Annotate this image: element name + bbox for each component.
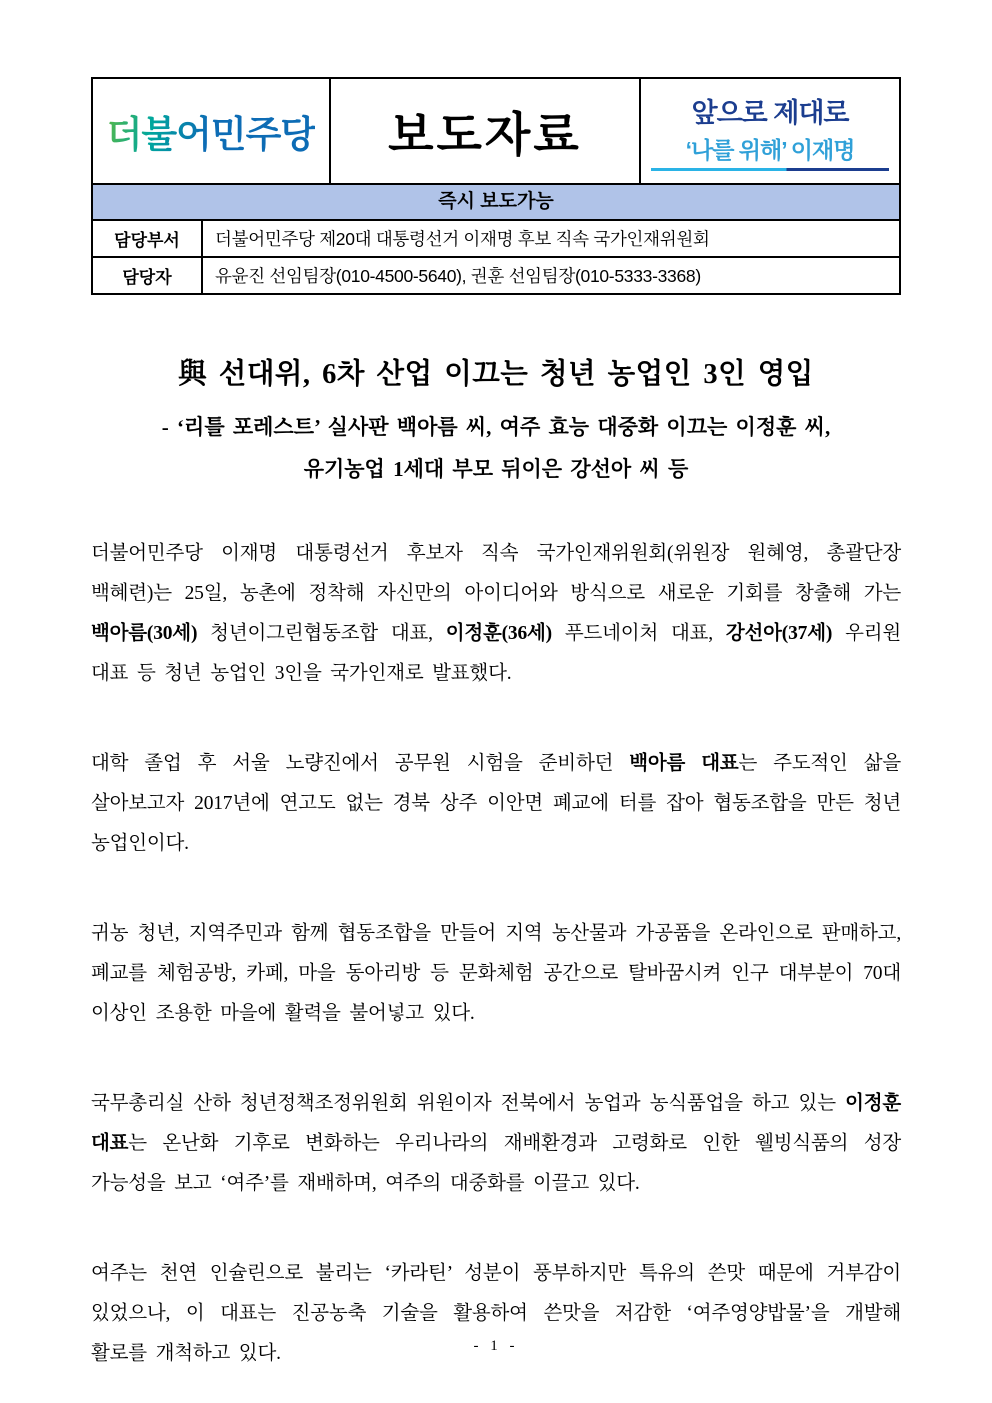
page-number: - 1 -: [473, 1338, 519, 1354]
page-content: [91, 0, 901, 1374]
paragraph-text: 귀농 청년, 지역주민과 함께 협동조합을 만들어 지역 농산물과 가공품을 온라인으로 판매하고, 폐교를 체험공방, 카페, 마을 동아리방 등 문화체험 공간으로 탈바꿈시켜 인구 대부분이 70대 이상인 조용한 마을에 활력을 불어넣고 있다.: [91, 923, 901, 1024]
article-subtitle-line1: - ‘리틀 포레스트’ 실사판 백아름 씨, 여주 효능 대중화 이끄는 이정훈 씨,: [161, 415, 831, 439]
info-label-department: 담당부서: [93, 221, 203, 256]
slogan-line1: 앞으로 제대로: [691, 98, 849, 128]
article-title: 與 선대위, 6차 산업 이끄는 청년 농업인 3인 영입: [178, 359, 814, 390]
info-row-contact: [93, 256, 899, 293]
masthead-row: [93, 79, 899, 183]
paragraph-text: 는 온난화 기후로 변화하는 우리나라의 재배환경과 고령화로 인한 웰빙식품의 성장 가능성을 보고 ‘여주’를 재배하며, 여주의 대중화를 이끌고 있다.: [91, 1133, 901, 1194]
party-logo: 더불어민주당: [107, 104, 315, 158]
body-paragraph: [91, 1254, 901, 1374]
emphasized-text: 이정훈(36세): [445, 623, 552, 644]
article-body: [91, 534, 901, 1374]
slogan-line2: ‘나를 위해’ 이재명: [685, 137, 855, 163]
article: [91, 351, 901, 1374]
paragraph-text: 는 주도적인 삶을 살아보고자 2017년에 연고도 없는 경북 상주 이안면 폐교에 터를 잡아 협동조합을 만든 청년 농업인이다.: [91, 753, 901, 854]
paragraph-text: 우리원 대표 등 청년 농업인 3인을 국가인재로 발표했다.: [91, 623, 901, 684]
article-subtitle: [91, 406, 901, 490]
release-status-bar: 즉시 보도가능: [93, 183, 899, 219]
party-logo-cell: [93, 79, 331, 183]
body-paragraph: [91, 1084, 901, 1204]
body-paragraph: [91, 744, 901, 864]
slogan-underline: [651, 168, 889, 171]
paragraph-text: 여주는 천연 인슐린으로 불리는 ‘카라틴’ 성분이 풍부하지만 특유의 쓴맛 때문에 거부감이 있었으나, 이 대표는 진공농축 기술을 활용하여 쓴맛을 저감한 ‘여주영양밥물’을 개발해 활로를 개척하고 있다.: [91, 1263, 901, 1364]
paragraph-text: 국무총리실 산하 청년정책조정위원회 위원이자 전북에서 농업과 농식품업을 하고 있는: [91, 1093, 846, 1114]
info-label-contact: 담당자: [93, 258, 203, 293]
info-row-department: [93, 219, 899, 256]
slogan-cell: [641, 79, 899, 183]
doc-type-title: 보도자료: [388, 107, 582, 161]
info-value-department: 더불어민주당 제20대 대통령선거 이재명 후보 직속 국가인재위원회: [215, 229, 710, 249]
article-subtitle-line2: 유기농업 1세대 부모 뒤이은 강선아 씨 등: [303, 457, 689, 481]
emphasized-text: 백아름(30세): [91, 623, 198, 644]
emphasized-text: 강선아(37세): [725, 623, 833, 644]
paragraph-text: 청년이그린협동조합 대표,: [197, 623, 446, 644]
paragraph-text: 푸드네이처 대표,: [551, 623, 726, 644]
info-value-contact: 유윤진 선임팀장(010-4500-5640), 권훈 선임팀장(010-5333-3368): [215, 266, 701, 286]
emphasized-text: 백아름 대표: [629, 753, 739, 774]
body-paragraph: [91, 534, 901, 694]
body-paragraph: [91, 914, 901, 1034]
paragraph-text: 더불어민주당 이재명 대통령선거 후보자 직속 국가인재위원회(위원장 원혜영, 총괄단장 백혜련)는 25일, 농촌에 정착해 자신만의 아이디어와 방식으로 새로운 기회를 창출해 가는: [91, 543, 901, 604]
paragraph-text: 대학 졸업 후 서울 노량진에서 공무원 시험을 준비하던: [91, 753, 630, 774]
masthead-table: [91, 77, 901, 295]
doc-type-cell: [331, 79, 641, 183]
emphasized-text: 이정훈 대표: [91, 1093, 901, 1154]
